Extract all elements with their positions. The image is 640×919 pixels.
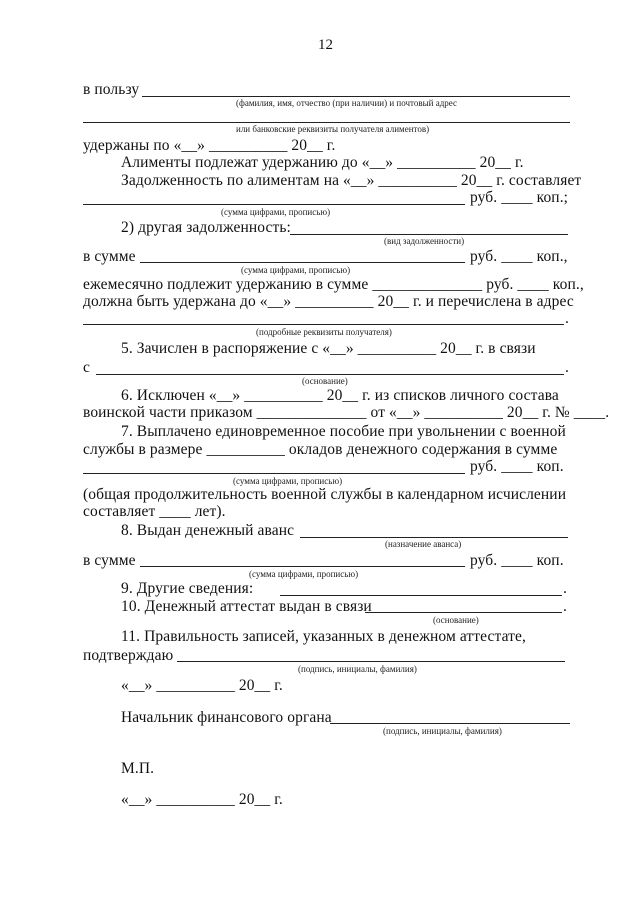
advance-purpose-field[interactable] bbox=[300, 537, 568, 538]
sum-caption-4: (сумма цифрами, прописью) bbox=[249, 569, 359, 579]
allowance-line: 7. Выплачено единовременное пособие при увольнении с военной bbox=[121, 423, 566, 440]
certificate-reason-field[interactable] bbox=[365, 612, 562, 613]
other-debt-type-field[interactable] bbox=[290, 234, 568, 235]
other-info-field[interactable] bbox=[280, 595, 562, 596]
advance-label: 8. Выдан денежный аванс bbox=[121, 522, 295, 539]
monthly-line: ежемесячно подлежит удержанию в сумме ______________ руб. ____ коп., bbox=[83, 276, 584, 293]
confirm-label: подтверждаю bbox=[83, 647, 174, 664]
recipient-caption: (подробные реквизиты получателя) bbox=[256, 327, 392, 337]
sum-caption: (сумма цифрами, прописью) bbox=[221, 207, 331, 217]
alimony-debt-line: Задолженность по алиментам на «__» __________ 20__ г. составляет bbox=[121, 172, 582, 189]
page-number: 12 bbox=[318, 37, 333, 53]
excluded-line: 6. Исключен «__» __________ 20__ г. из списков личного состава bbox=[121, 387, 559, 404]
recipient-details-field[interactable] bbox=[83, 324, 564, 325]
reason-caption: (основание) bbox=[302, 376, 348, 386]
alimony-line: Алименты подлежат удержанию до «__» __________ 20__ г. bbox=[121, 154, 524, 171]
sum-caption-2: (сумма цифрами, прописью) bbox=[241, 265, 351, 275]
other-debt-rub: руб. ____ коп., bbox=[470, 248, 568, 265]
confirm-date: «__» __________ 20__ г. bbox=[121, 677, 283, 694]
beneficiary-field[interactable] bbox=[142, 96, 570, 97]
certificate-label: 10. Денежный аттестат выдан в связи bbox=[121, 598, 372, 615]
allowance-rub: руб. ____ коп. bbox=[470, 458, 564, 475]
other-debt-label: 2) другая задолженность: bbox=[121, 219, 291, 236]
enrolled-reason-dot: . bbox=[565, 359, 569, 376]
certificate-caption: (основание) bbox=[433, 615, 479, 625]
allowance-line-2: службы в размере __________ окладов денежного содержания в сумме bbox=[83, 441, 558, 458]
advance-sum-field[interactable] bbox=[140, 566, 465, 567]
head-label: Начальник финансового органа bbox=[121, 709, 332, 726]
other-info-dot: . bbox=[563, 580, 567, 597]
advance-rub: руб. ____ коп. bbox=[470, 552, 564, 569]
certificate-reason-dot: . bbox=[563, 598, 567, 615]
stamp-place: М.П. bbox=[121, 760, 155, 777]
advance-caption: (назначение аванса) bbox=[385, 539, 462, 549]
service-length-line-2: составляет ____ лет). bbox=[83, 503, 226, 520]
enrolled-line: 5. Зачислен в распоряжение с «__» __________ 20__ г. в связи bbox=[121, 340, 536, 357]
other-debt-sum-label: в сумме bbox=[83, 248, 136, 265]
final-date: «__» __________ 20__ г. bbox=[121, 791, 283, 808]
other-info-label: 9. Другие сведения: bbox=[121, 580, 254, 597]
deadline-line: должна быть удержана до «__» __________ 20__ г. и перечислена в адрес bbox=[83, 293, 574, 310]
withheld-until-line: удержаны по «__» __________ 20__ г. bbox=[83, 137, 336, 154]
beneficiary-label: в пользу bbox=[83, 81, 140, 98]
alimony-debt-rub: руб. ____ коп.; bbox=[470, 189, 569, 206]
advance-sum-label: в сумме bbox=[83, 552, 136, 569]
sum-caption-3: (сумма цифрами, прописью) bbox=[233, 476, 343, 486]
head-signature-field[interactable] bbox=[330, 723, 570, 724]
beneficiary-caption: (фамилия, имя, отчество (при наличии) и почтовый адрес bbox=[236, 98, 457, 108]
enrolled-reason-field[interactable] bbox=[96, 374, 564, 375]
head-signature-caption: (подпись, инициалы, фамилия) bbox=[383, 726, 502, 736]
beneficiary-field-2[interactable] bbox=[83, 122, 570, 123]
debt-type-caption: (вид задолженности) bbox=[384, 236, 465, 246]
order-line: воинской части приказом ______________ от «__» __________ 20__ г. № ____. bbox=[83, 404, 610, 421]
allowance-sum-field[interactable] bbox=[83, 473, 465, 474]
recipient-details-dot: . bbox=[565, 310, 569, 327]
alimony-debt-sum-field[interactable] bbox=[83, 204, 465, 205]
reason-prefix: с bbox=[83, 359, 90, 376]
confirm-signature-field[interactable] bbox=[177, 661, 565, 662]
other-debt-sum-field[interactable] bbox=[140, 262, 465, 263]
beneficiary-caption-2: или банковские реквизиты получателя алиментов) bbox=[236, 124, 430, 134]
signature-caption: (подпись, инициалы, фамилия) bbox=[298, 664, 417, 674]
confirm-line: 11. Правильность записей, указанных в денежном аттестате, bbox=[121, 628, 526, 645]
service-length-line: (общая продолжительность военной службы в календарном исчислении bbox=[83, 486, 567, 503]
